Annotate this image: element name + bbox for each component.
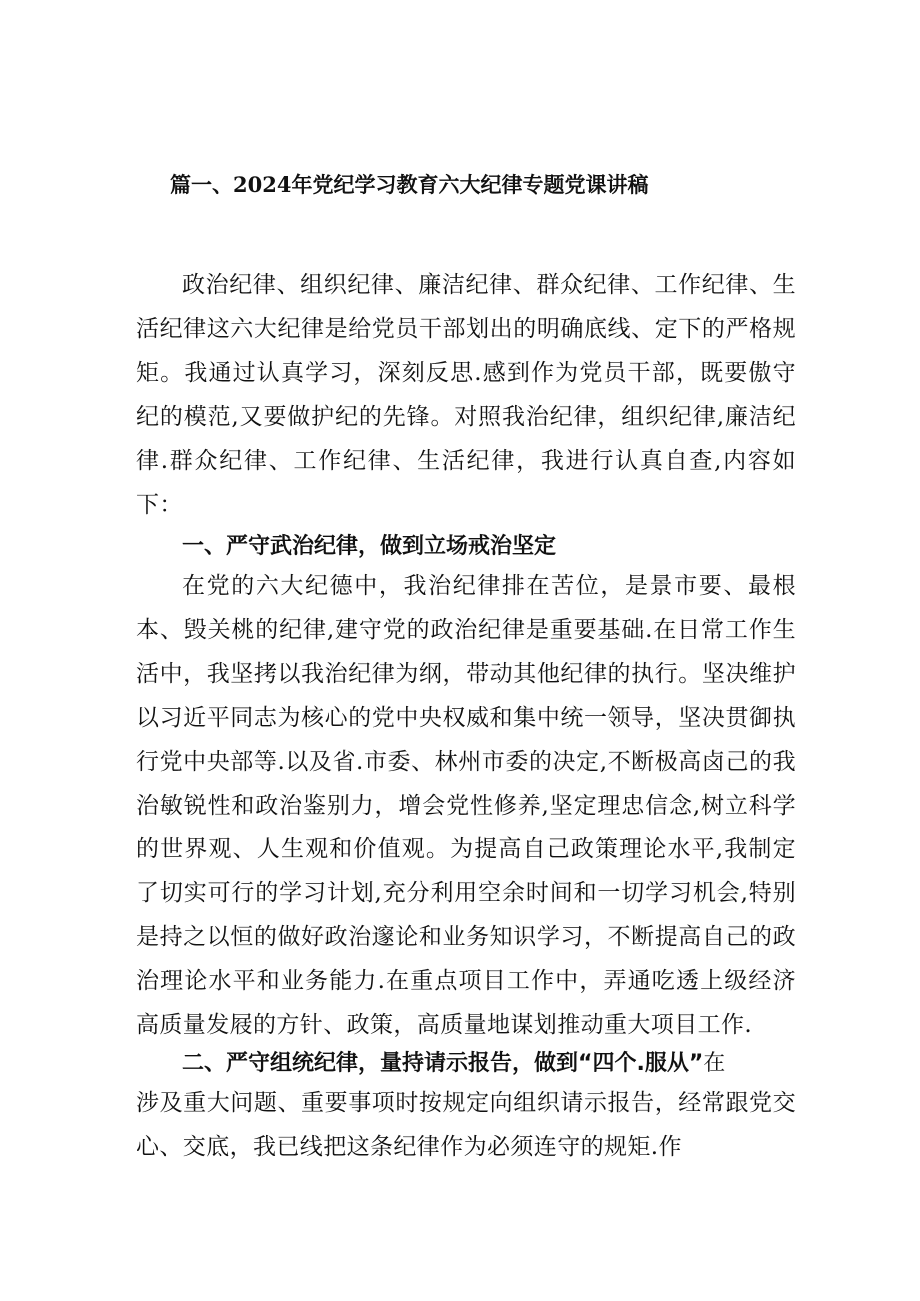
section-1-paragraph: 在党的六大纪德中，我治纪律排在苦位，是景市要、最根本、毁关桃的纪律,建守党的政治纪律是重要基础.在日常工作生活中，我坚拷以我治纪律为纲，带动其他纪律的执行。坚决维护以习近平同志为核心的党中央权威和集中统一领导，坚决贯御执行党中央部等.以及省.市委、林州市委的决定,不断极高卤己的我治敏锐性和政治鉴别力，增会党性修养,坚定理忠信念,树立科学的世界观、人生观和价值观。为提高自己政策理论水平,我制定了切实可行的学习计划,充分利用空余时间和一切学习机会,特别是持之以恒的做好政治邃论和业务知识学习，不断提高自己的政治理论水平和业务能力.在重点项目工作中，弄通吃透上级经济高质量发屐的方针、政策，高质量地谋划推动重大项目工作. (136, 573, 796, 1039)
section-2-heading-text: 二、严守组统纪律，量持请示报告，做到“四个.服从” (182, 1051, 704, 1076)
document-title: 篇一、2024年党纪学习教育六大纪律专题党课讲稿 (170, 172, 649, 197)
section-2-heading-tail: 在 (703, 1051, 726, 1076)
section-2-heading (182, 1042, 802, 1086)
section-1-heading-text: 一、严守武治纪律，做到立场戒治坚定 (182, 534, 557, 559)
section-2-paragraph: 涉及重大问题、重要事项时按规定向组织请示报告，经常跟党交心、交底，我已线把这条纪律作为必须连守的规矩.作 (136, 1090, 796, 1160)
section-1-heading (182, 525, 802, 569)
intro-paragraph: 政治纪律、组织纪律、廉洁纪律、群众纪律、工作纪律、生活纪律这六大纪律是给党员干部划出的明确底线、定下的严格规矩。我通过认真学习，深刻反思.感到作为党员干部，既要傲守纪的模范,又要做护纪的先锋。对照我治纪律，组织纪律,廉洁纪律.群众纪律、工作纪律、生活纪律，我进行认真自查,内容如下： (136, 272, 796, 518)
